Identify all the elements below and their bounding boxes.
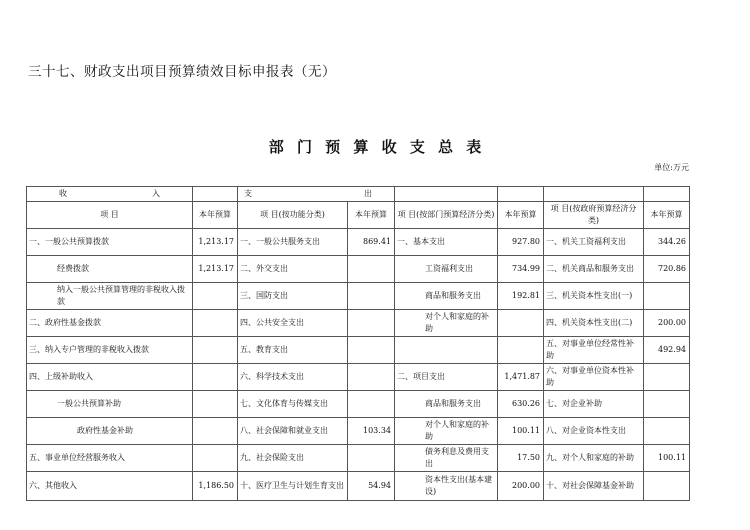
cell-item-budget <box>193 391 238 418</box>
cell-dept <box>395 337 498 364</box>
income-group-header: 收 入 <box>27 187 193 202</box>
cell-func-budget <box>348 256 395 283</box>
cell-gov: 一、机关工资福利支出 <box>544 229 644 256</box>
cell-func-budget <box>348 364 395 391</box>
cell-func-budget: 103.34 <box>348 418 395 445</box>
cell-item: 纳入一般公共预算管理的非税收入拨款 <box>27 283 193 310</box>
cell-item-budget <box>193 337 238 364</box>
cell-item: 经费拨款 <box>27 256 193 283</box>
header-row-columns <box>27 202 690 229</box>
cell-dept-budget: 927.80 <box>498 229 544 256</box>
col-gov-econ: 项 目(按政府预算经济分类) <box>544 202 644 229</box>
cell-gov-budget <box>644 283 690 310</box>
cell-gov: 三、机关资本性支出(一) <box>544 283 644 310</box>
cell-dept-budget: 1,471.87 <box>498 364 544 391</box>
table-row <box>27 391 690 418</box>
cell-gov-budget: 720.86 <box>644 256 690 283</box>
cell-dept: 商品和服务支出 <box>395 283 498 310</box>
cell-gov-budget: 100.11 <box>644 445 690 472</box>
col-item: 项 目 <box>27 202 193 229</box>
cell-func: 十、医疗卫生与计划生育支出 <box>238 472 348 501</box>
cell-gov: 四、机关资本性支出(二) <box>544 310 644 337</box>
cell-gov-budget <box>644 472 690 501</box>
cell-dept-budget <box>498 337 544 364</box>
cell-func: 七、文化体育与传媒支出 <box>238 391 348 418</box>
cell-gov: 二、机关商品和服务支出 <box>544 256 644 283</box>
cell-gov-budget: 492.94 <box>644 337 690 364</box>
cell-item: 六、其他收入 <box>27 472 193 501</box>
report-title: 部 门 预 算 收 支 总 表 <box>268 138 482 156</box>
cell-dept: 对个人和家庭的补助 <box>395 310 498 337</box>
cell-item: 政府性基金补助 <box>27 418 193 445</box>
cell-item-budget <box>193 418 238 445</box>
cell-item: 三、纳入专户管理的非税收入拨款 <box>27 337 193 364</box>
table-row <box>27 418 690 445</box>
col-func-budget: 本年预算 <box>348 202 395 229</box>
cell-gov-budget <box>644 418 690 445</box>
table-row <box>27 364 690 391</box>
cell-func: 五、教育支出 <box>238 337 348 364</box>
cell-dept-budget: 734.99 <box>498 256 544 283</box>
cell-gov: 八、对企业资本性支出 <box>544 418 644 445</box>
table-row <box>27 472 690 501</box>
cell-dept-budget: 17.50 <box>498 445 544 472</box>
document-heading: 三十七、财政支出项目预算绩效目标申报表（无） <box>28 64 336 80</box>
cell-gov-budget <box>644 364 690 391</box>
cell-func: 八、社会保障和就业支出 <box>238 418 348 445</box>
cell-item: 五、事业单位经营服务收入 <box>27 445 193 472</box>
col-func: 项 目(按功能分类) <box>238 202 348 229</box>
cell-func: 六、科学技术支出 <box>238 364 348 391</box>
cell-func: 四、公共安全支出 <box>238 310 348 337</box>
table-row <box>27 337 690 364</box>
cell-dept-budget: 192.81 <box>498 283 544 310</box>
header-row-group <box>27 187 690 202</box>
cell-dept-budget: 100.11 <box>498 418 544 445</box>
table-row <box>27 229 690 256</box>
cell-item-budget: 1,213.17 <box>193 229 238 256</box>
cell-func: 三、国防支出 <box>238 283 348 310</box>
cell-func-budget <box>348 310 395 337</box>
cell-gov: 七、对企业补助 <box>544 391 644 418</box>
cell-dept-budget: 200.00 <box>498 472 544 501</box>
cell-dept-budget <box>498 310 544 337</box>
cell-gov: 六、对事业单位资本性补助 <box>544 364 644 391</box>
cell-func-budget: 54.94 <box>348 472 395 501</box>
cell-dept: 商品和服务支出 <box>395 391 498 418</box>
cell-item: 一、一般公共预算拨款 <box>27 229 193 256</box>
cell-dept: 资本性支出(基本建设) <box>395 472 498 501</box>
cell-func: 九、社会保险支出 <box>238 445 348 472</box>
cell-dept-budget: 630.26 <box>498 391 544 418</box>
cell-func-budget <box>348 283 395 310</box>
table-row <box>27 310 690 337</box>
cell-gov-budget <box>644 391 690 418</box>
cell-func-budget: 869.41 <box>348 229 395 256</box>
cell-func-budget <box>348 337 395 364</box>
cell-dept: 债务利息及费用支出 <box>395 445 498 472</box>
cell-item-budget <box>193 283 238 310</box>
expense-group-header: 支 出 <box>238 187 395 202</box>
col-item-budget: 本年预算 <box>193 202 238 229</box>
cell-dept: 对个人和家庭的补助 <box>395 418 498 445</box>
cell-gov: 九、对个人和家庭的补助 <box>544 445 644 472</box>
table-row <box>27 445 690 472</box>
cell-dept: 二、项目支出 <box>395 364 498 391</box>
cell-gov: 十、对社会保障基金补助 <box>544 472 644 501</box>
cell-dept: 工资福利支出 <box>395 256 498 283</box>
col-gov-budget: 本年预算 <box>644 202 690 229</box>
cell-item: 一般公共预算补助 <box>27 391 193 418</box>
cell-func-budget <box>348 445 395 472</box>
unit-label: 单位:万元 <box>654 163 689 172</box>
cell-item-budget <box>193 310 238 337</box>
table-row <box>27 283 690 310</box>
col-dept-econ: 项 目(按部门预算经济分类) <box>395 202 498 229</box>
cell-func: 二、外交支出 <box>238 256 348 283</box>
col-dept-budget: 本年预算 <box>498 202 544 229</box>
cell-item-budget <box>193 445 238 472</box>
cell-item-budget: 1,213.17 <box>193 256 238 283</box>
table-row <box>27 256 690 283</box>
cell-item-budget <box>193 364 238 391</box>
cell-item-budget: 1,186.50 <box>193 472 238 501</box>
cell-func: 一、一般公共服务支出 <box>238 229 348 256</box>
cell-dept: 一、基本支出 <box>395 229 498 256</box>
cell-item: 二、政府性基金拨款 <box>27 310 193 337</box>
cell-gov-budget: 344.26 <box>644 229 690 256</box>
cell-item: 四、上级补助收入 <box>27 364 193 391</box>
cell-gov-budget: 200.00 <box>644 310 690 337</box>
cell-gov: 五、对事业单位经常性补助 <box>544 337 644 364</box>
cell-func-budget <box>348 391 395 418</box>
budget-summary-table <box>26 186 690 501</box>
